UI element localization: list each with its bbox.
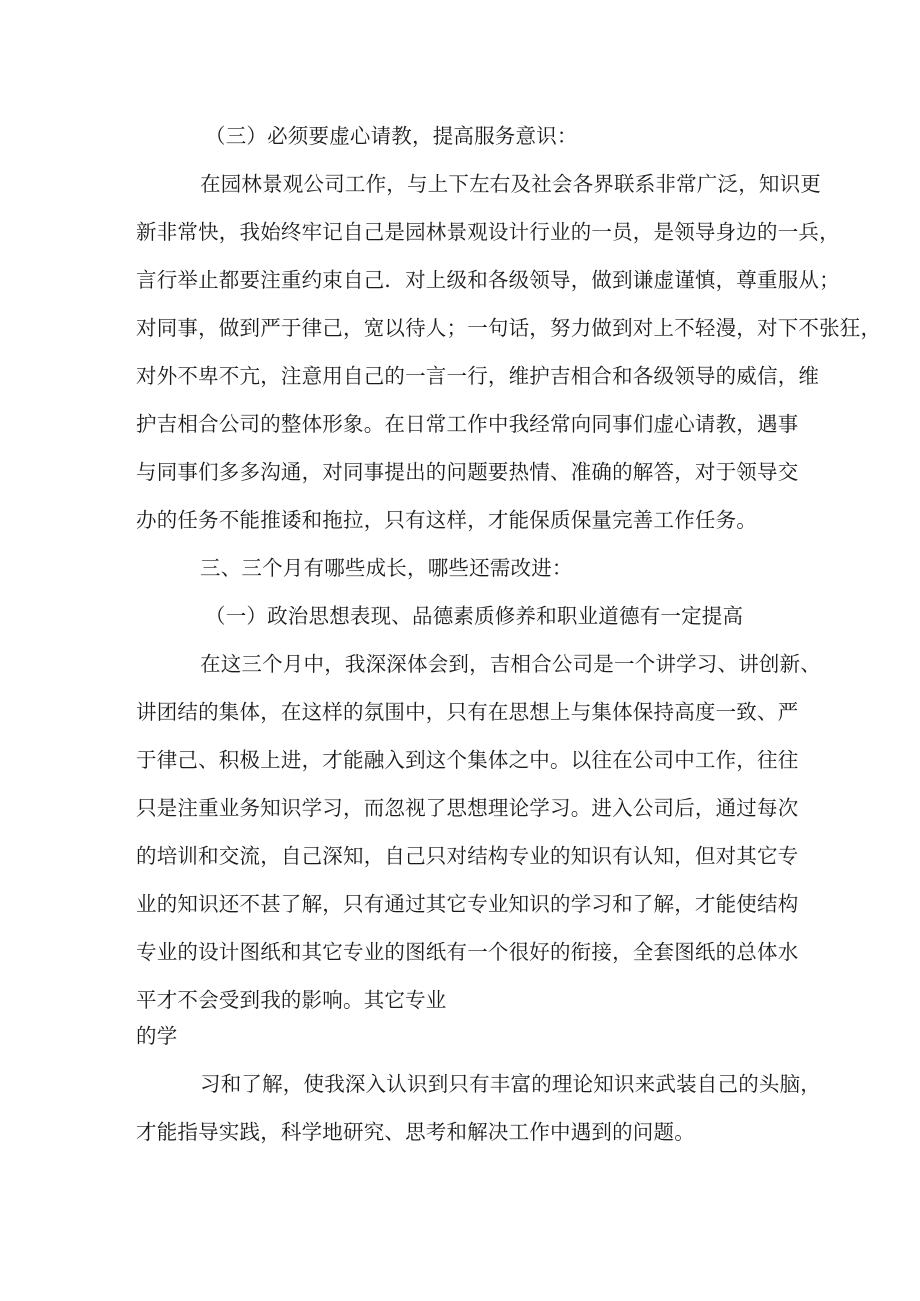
- paragraph-line: 护吉相合公司的整体形象。在日常工作中我经常向同事们虚心请教，遇事: [136, 412, 799, 436]
- subsection-heading-1: （一）政治思想表现、品德素质修养和职业道德有一定提高: [205, 604, 744, 628]
- paragraph-line: 在这三个月中，我深深体会到，吉相合公司是一个讲学习、讲创新、: [200, 652, 821, 676]
- paragraph-line: 的培训和交流，自己深知，自己只对结构专业的知识有认知，但对其它专: [136, 844, 799, 868]
- section-heading-3: （三）必须要虚心请教，提高服务意识：: [205, 124, 578, 148]
- paragraph-line: 只是注重业务知识学习，而忽视了思想理论学习。进入公司后，通过每次: [136, 796, 799, 820]
- paragraph-line: 对同事，做到严于律己，宽以待人；一句话，努力做到对上不轻漫，对下不张狂，: [136, 316, 882, 340]
- paragraph-line: 与同事们多多沟通，对同事提出的问题要热情、准确的解答，对于领导交: [136, 460, 799, 484]
- paragraph-line: 专业的设计图纸和其它专业的图纸有一个很好的衔接，全套图纸的总体水: [136, 940, 799, 964]
- paragraph-line: 言行举止都要注重约束自己．对上级和各级领导，做到谦虚谨慎，尊重服从；: [136, 268, 840, 292]
- paragraph-line: 平才不会受到我的影响。其它专业: [136, 988, 447, 1012]
- paragraph-line: 对外不卑不亢，注意用自己的一言一行，维护吉相合和各级领导的威信，维: [136, 364, 820, 388]
- paragraph-line: 办的任务不能推诿和拖拉，只有这样，才能保质保量完善工作任务。: [136, 508, 757, 532]
- paragraph-line: 才能指导实践，科学地研究、思考和解决工作中遇到的问题。: [136, 1120, 695, 1144]
- paragraph-line: 新非常快，我始终牢记自己是园林景观设计行业的一员，是领导身边的一兵，: [136, 220, 840, 244]
- paragraph-line: 讲团结的集体，在这样的氛围中，只有在思想上与集体保持高度一致、严: [136, 700, 799, 724]
- section-heading: 三、三个月有哪些成长，哪些还需改进：: [200, 556, 573, 580]
- text-fragment: 的学: [136, 1024, 178, 1048]
- paragraph-line: 在园林景观公司工作，与上下左右及社会各界联系非常广泛，知识更: [200, 172, 821, 196]
- paragraph-line: 于律己、积极上进，才能融入到这个集体之中。以往在公司中工作，往往: [136, 748, 799, 772]
- paragraph-line: 习和了解，使我深入认识到只有丰富的理论知识来武装自己的头脑，: [200, 1072, 821, 1096]
- paragraph-line: 业的知识还不甚了解，只有通过其它专业知识的学习和了解，才能使结构: [136, 892, 799, 916]
